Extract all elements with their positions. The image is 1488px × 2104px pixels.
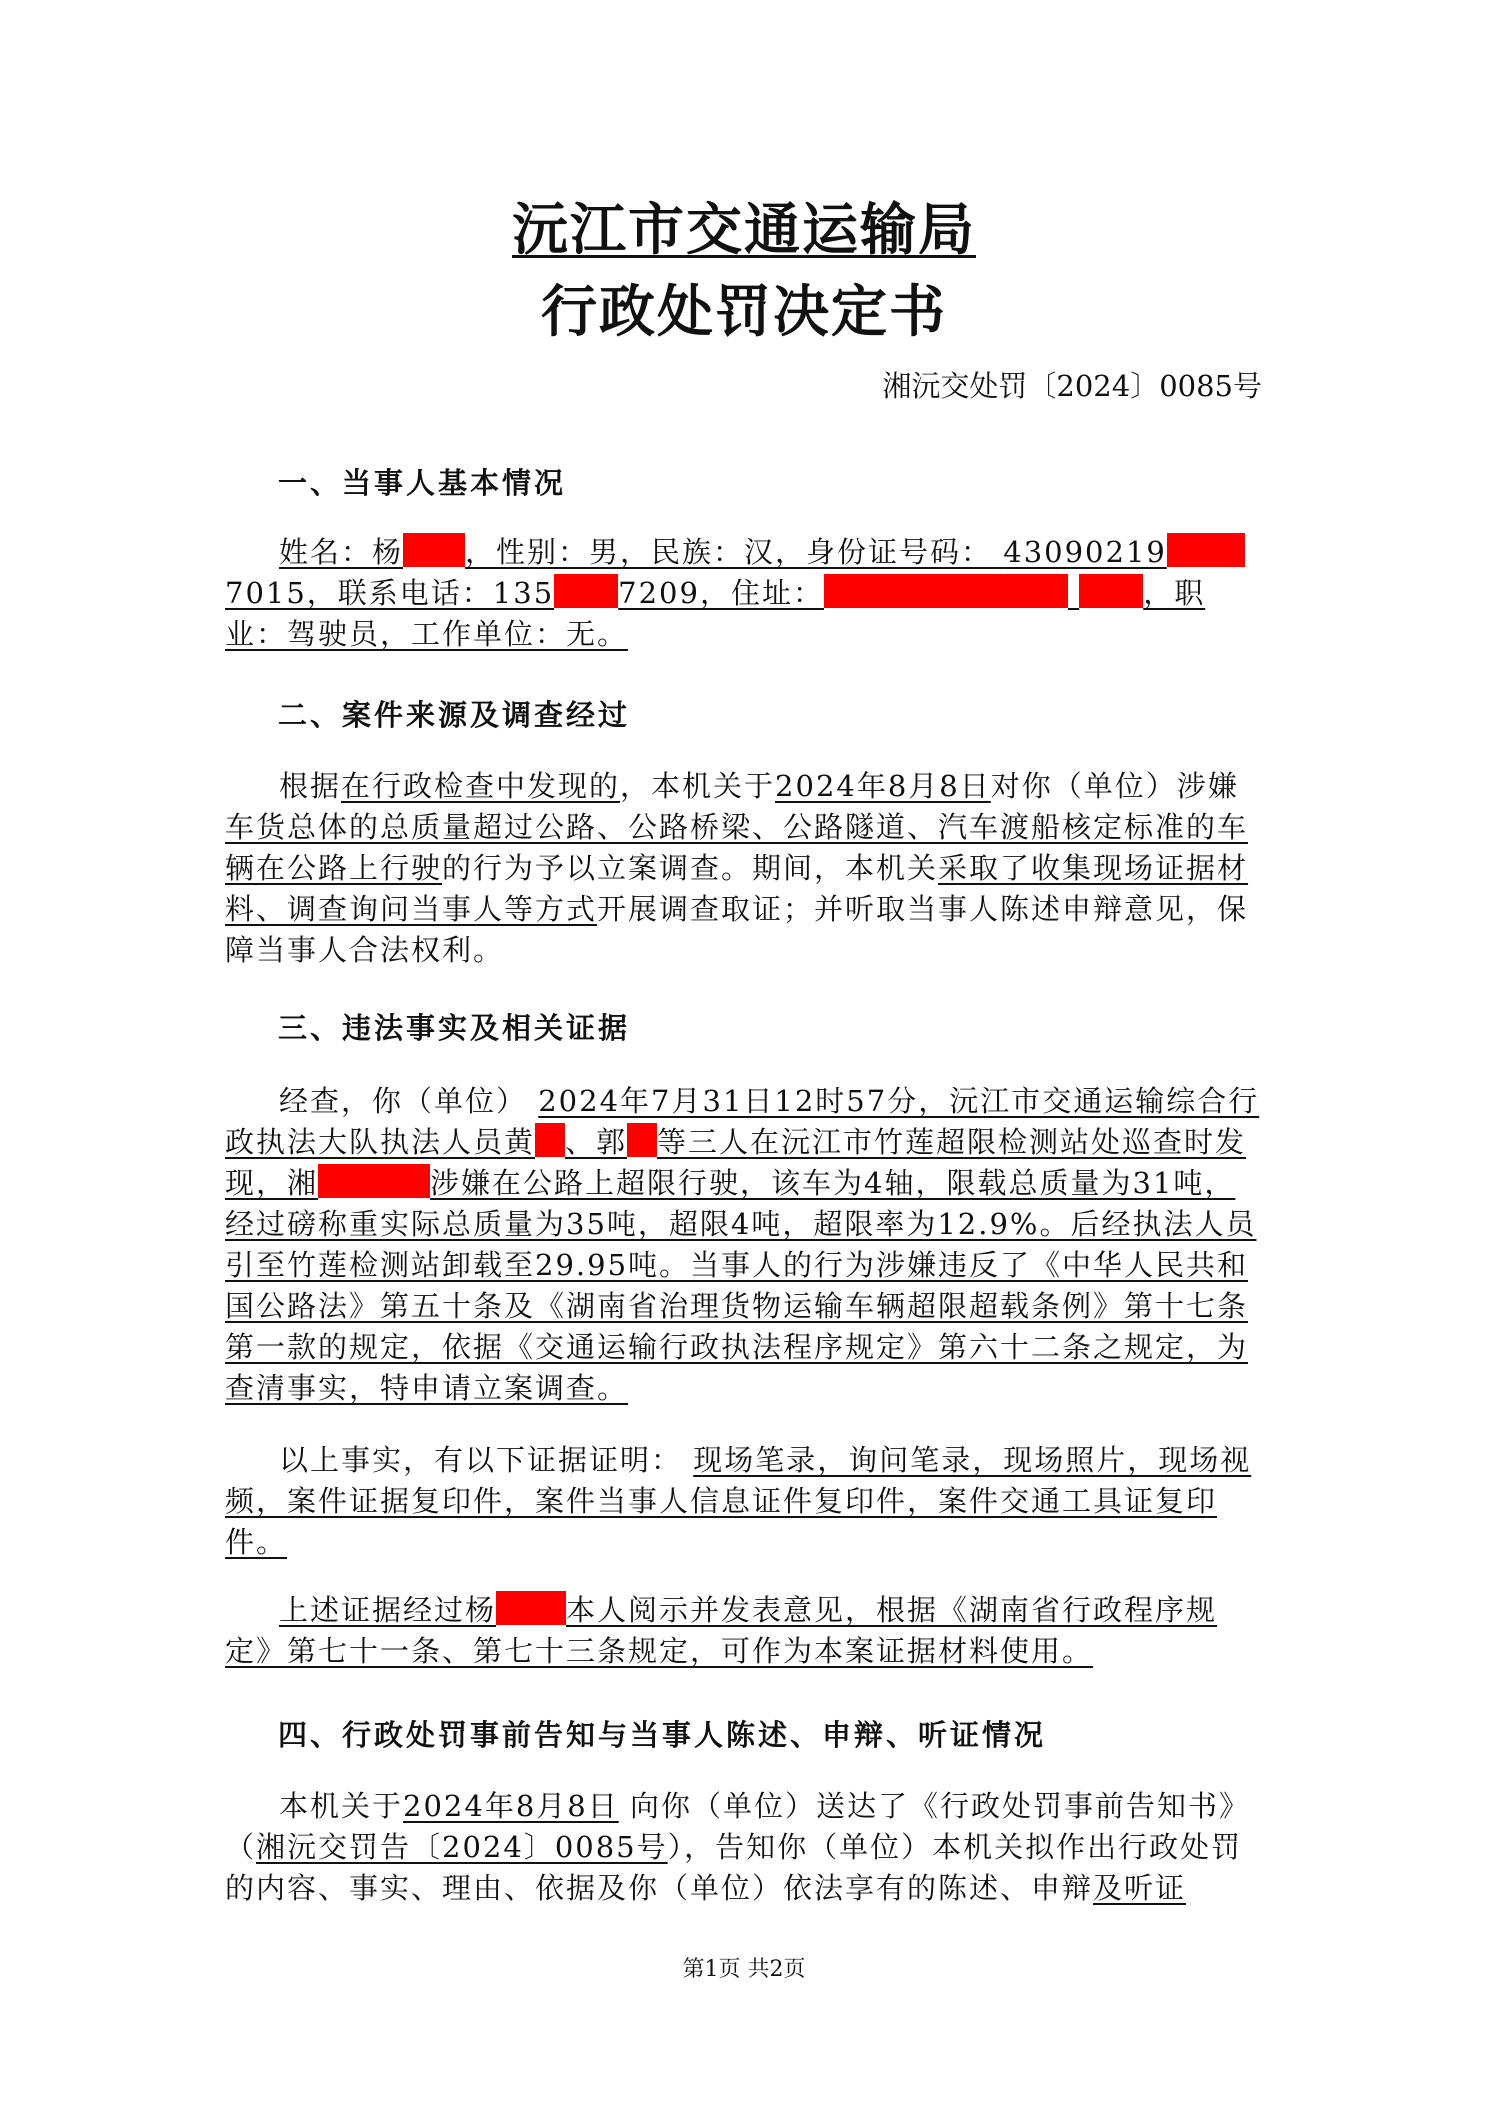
section-1-paragraph: 姓名：杨 ，性别：男，民族：汉，身份证号码： 430902197015，联系电话：135 7209，住址： ，职业：驾驶员，工作单位：无。 (225, 532, 1263, 655)
section-4-paragraph: 本机关于2024年8月8日 向你（单位）送达了《行政处罚事前告知书》（湘沅交罚告〔2024〕0085号），告知你（单位）本机关拟作出行政处罚的内容、事实、理由、依据及你（单位）依法享有的陈述、申辩及听证 (225, 1789, 1250, 1905)
section-2-paragraph: 根据在行政检查中发现的，本机关于2024年8月8日对你（单位）涉嫌车货总体的总质量超过公路、公路桥梁、公路隧道、汽车渡船核定标准的车辆在公路上行驶的行为予以立案调查。期间，本机关采取了收集现场证据材料、调查询问当事人等方式开展调查取证；并听取当事人陈述申辩意见，保障当事人合法权利。 (225, 769, 1249, 967)
redaction-block (496, 1591, 566, 1625)
section-4-heading: 四、行政处罚事前告知与当事人陈述、申辩、听证情况 (278, 1718, 1047, 1752)
redaction-block (554, 574, 618, 608)
redaction-block (824, 574, 1068, 608)
redaction-block (1079, 574, 1143, 608)
redaction-block (318, 1164, 430, 1198)
document-number: 湘沅交处罚〔2024〕0085号 (882, 369, 1262, 403)
document-title-line2: 行政处罚决定书 (541, 279, 947, 345)
section-3-facts-paragraph: 经查，你（单位） 2024年7月31日12时57分，沅江市交通运输综合行政执法大队执法人员黄 、郭 等三人在沅江市竹莲超限检测站处巡查时发现，湘 涉嫌在公路上超限行驶，该车为4轴，限载总质量为31吨，经过磅称重实际总质量为35吨，超限4吨，超限率为12.9%。后经执法人员引至竹莲检测站卸载至29.95吨。当事人的行为涉嫌违反了《中华人民共和国公路法》第五十条及《湖南省治理货物运输车辆超限超载条例》第十七条第一款的规定，依据《交通运输行政执法程序规定》第六十二条之规定，为查清事实，特申请立案调查。 (225, 1084, 1260, 1405)
section-3-evidence-paragraph: 以上事实，有以下证据证明： 现场笔录，询问笔录，现场照片，现场视频，案件证据复印件，案件当事人信息证件复印件，案件交通工具证复印件。 (225, 1443, 1252, 1559)
redaction-block (1167, 533, 1245, 567)
redaction-block (535, 1123, 565, 1157)
section-3-heading: 三、违法事实及相关证据 (278, 1011, 631, 1045)
document-title-line1: 沅江市交通运输局 (512, 197, 976, 263)
section-3-confirmation-paragraph: 上述证据经过杨 本人阅示并发表意见，根据《湖南省行政程序规定》第七十一条、第七十三条规定，可作为本案证据材料使用。 (225, 1593, 1218, 1668)
section-1-heading: 一、当事人基本情况 (278, 466, 567, 500)
redaction-block (403, 533, 465, 567)
redaction-block (627, 1123, 657, 1157)
section-2-heading: 二、案件来源及调查经过 (278, 698, 631, 732)
page-footer: 第1页 共2页 (682, 1957, 806, 1982)
